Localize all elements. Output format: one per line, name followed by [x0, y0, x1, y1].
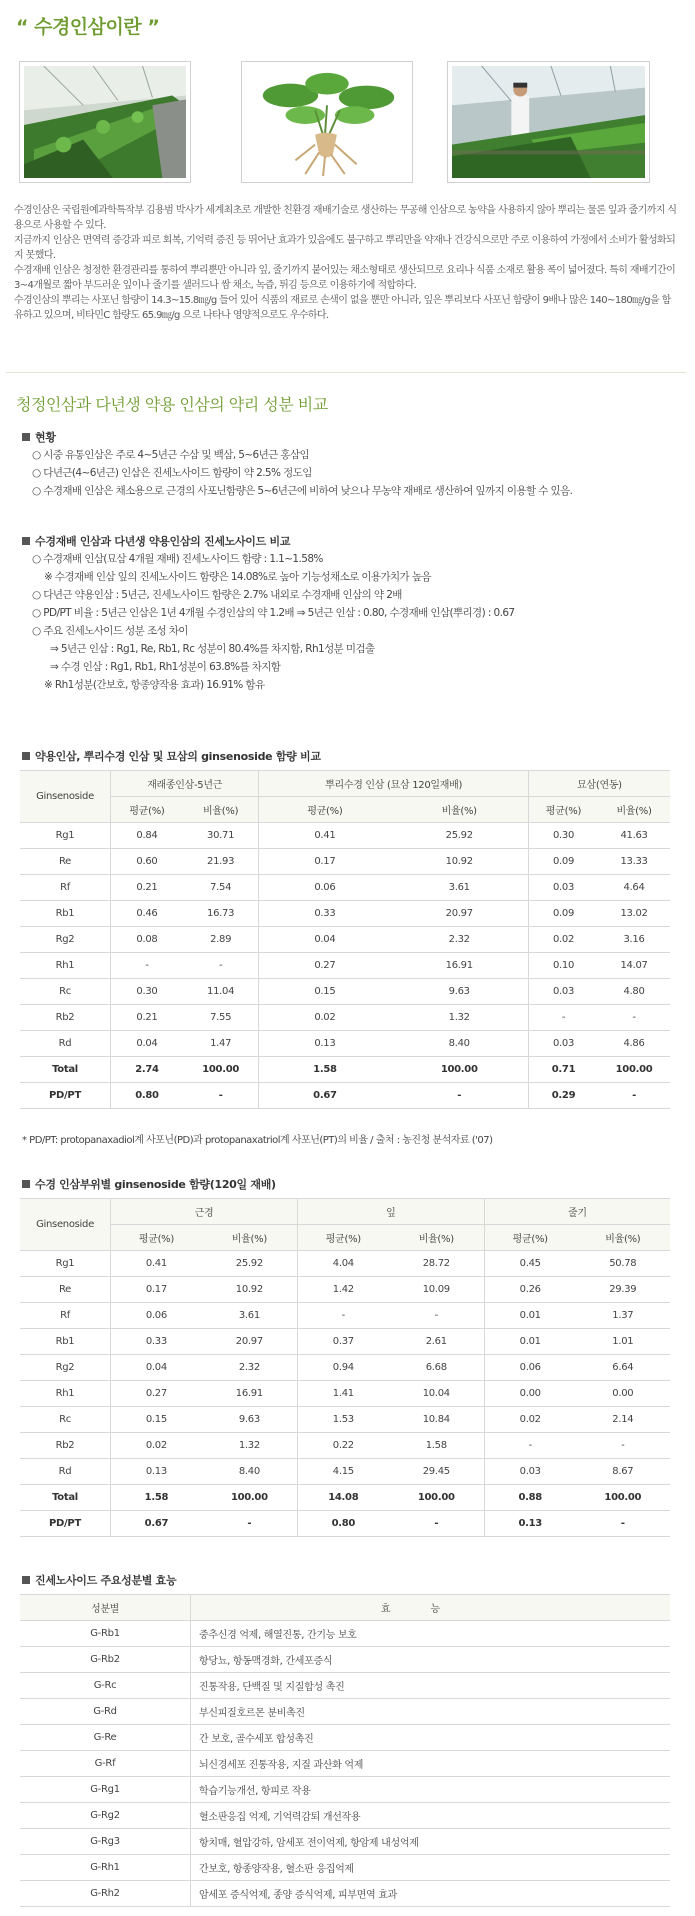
- table-cell: 13.02: [598, 901, 670, 927]
- row-label: Rb1: [20, 1329, 111, 1355]
- table-row: [20, 1621, 670, 1647]
- table-cell: 2.32: [391, 927, 529, 953]
- component-name: G-Rg2: [20, 1803, 191, 1829]
- row-label: PD/PT: [20, 1511, 111, 1537]
- table-cell: 0.67: [259, 1083, 391, 1109]
- table-row: [20, 1855, 670, 1881]
- table-cell: 0.00: [576, 1381, 670, 1407]
- row-label-header: Ginsenoside: [20, 771, 111, 823]
- table-row: [20, 1355, 670, 1381]
- table-cell: -: [183, 953, 259, 979]
- effect-text: 진통작용, 단백질 및 지질합성 촉진: [191, 1673, 671, 1699]
- group-header: 근경: [111, 1199, 298, 1225]
- effect-header: 효능: [191, 1595, 671, 1621]
- table-cell: 0.27: [111, 1381, 202, 1407]
- table-cell: 2.32: [202, 1355, 298, 1381]
- component-name: G-Rg1: [20, 1777, 191, 1803]
- group-header: 잎: [297, 1199, 484, 1225]
- table-cell: 1.58: [111, 1485, 202, 1511]
- table-cell: 50.78: [576, 1251, 670, 1277]
- table-cell: 11.04: [183, 979, 259, 1005]
- row-label: Rg2: [20, 1355, 111, 1381]
- list-item: ○ 수경재배 인삼은 채소용으로 근경의 사포닌함량은 5~6년근에 비하여 낮으나 무농약 재배로 생산하여 잎까지 이용할 수 있음.: [32, 485, 573, 497]
- list-item: ⇒ 5년근 인삼 : Rg1, Re, Rb1, Rc 성분이 80.4%를 차지함, Rh1성분 미검출: [50, 643, 375, 655]
- comparison-list: [32, 550, 515, 694]
- row-label: Rg1: [20, 823, 111, 849]
- table-cell: 0.15: [259, 979, 391, 1005]
- table-cell: 1.01: [576, 1329, 670, 1355]
- intro-paragraph: 수경재배 인삼은 청정한 환경관리를 통하여 뿌리뿐만 아니라 잎, 줄기까지 붙어있는 채소형태로 생산되므로 요리나 식품 소재로 활용 폭이 넓어졌다. 특히 재배기간이 3~4개월로 짧아 부드러운 잎이나 줄기를 샐러드나 쌈 채소, 녹즙, 튀김 등으로 이용하기에 적합하다.: [14, 265, 676, 291]
- list-item: ○ 수경재배 인삼(묘삼 4개월 재배) 진세노사이드 함량 : 1.1~1.58%: [32, 553, 323, 565]
- table-cell: 0.06: [484, 1355, 575, 1381]
- table-cell: 0.09: [528, 901, 598, 927]
- table-cell: 0.84: [111, 823, 183, 849]
- component-name: G-Rh2: [20, 1881, 191, 1907]
- table-cell: 0.21: [111, 1005, 183, 1031]
- table-cell: 0.30: [111, 979, 183, 1005]
- table-cell: 16.91: [202, 1381, 298, 1407]
- group-header: 재래종인삼-5년근: [111, 771, 259, 797]
- row-label: Re: [20, 849, 111, 875]
- component-name: G-Rc: [20, 1673, 191, 1699]
- table-row: [20, 1459, 670, 1485]
- ginsenoside-effects-table: [20, 1594, 670, 1907]
- table-cell: 2.14: [576, 1407, 670, 1433]
- list-item: ○ PD/PT 비율 : 5년근 인삼은 1년 4개월 수경인삼의 약 1.2배 ⇒ 5년근 인삼 : 0.80, 수경재배 인삼(뿌리경) : 0.67: [32, 607, 515, 619]
- table-cell: 0.09: [528, 849, 598, 875]
- table-row: [20, 1699, 670, 1725]
- table-cell: 0.13: [484, 1511, 575, 1537]
- table-cell: 0.03: [528, 875, 598, 901]
- section-divider: [6, 372, 686, 373]
- table-row: [20, 1251, 670, 1277]
- table-cell: 0.26: [484, 1277, 575, 1303]
- page-title: “ 수경인삼이란 ”: [16, 16, 160, 38]
- table-cell: 0.30: [528, 823, 598, 849]
- table-cell: 4.64: [598, 875, 670, 901]
- table-cell: -: [183, 1083, 259, 1109]
- table-cell: 10.04: [389, 1381, 485, 1407]
- status-list: [32, 446, 572, 500]
- table-row: [20, 875, 670, 901]
- row-label: PD/PT: [20, 1083, 111, 1109]
- table-row: [20, 1829, 670, 1855]
- table-cell: 9.63: [202, 1407, 298, 1433]
- list-item: ※ 수경재배 인삼 잎의 진세노사이드 함량은 14.08%로 높아 기능성채소로 이용가치가 높음: [44, 571, 431, 583]
- table-cell: 100.00: [202, 1485, 298, 1511]
- table-cell: 0.46: [111, 901, 183, 927]
- table-cell: 0.01: [484, 1303, 575, 1329]
- table-row: [20, 1005, 670, 1031]
- comparison-heading: [22, 533, 290, 549]
- list-item: ○ 다년근 약용인삼 : 5년근, 진세노사이드 함량은 2.7% 내외로 수경재배 인삼의 약 2배: [32, 589, 402, 601]
- subcol-header: 비율(%): [576, 1225, 670, 1251]
- table-row: [20, 1057, 670, 1083]
- ginsenoside-comparison-table: [20, 770, 670, 1109]
- table-cell: 0.88: [484, 1485, 575, 1511]
- table-cell: -: [389, 1303, 485, 1329]
- effect-text: 간 보호, 골수세포 합성촉진: [191, 1725, 671, 1751]
- subcol-header: 비율(%): [598, 797, 670, 823]
- table-cell: 0.45: [484, 1251, 575, 1277]
- table-cell: 7.55: [183, 1005, 259, 1031]
- table-cell: 0.02: [111, 1433, 202, 1459]
- table-cell: 0.04: [259, 927, 391, 953]
- table-cell: -: [202, 1511, 298, 1537]
- table-cell: 10.09: [389, 1277, 485, 1303]
- table-row: [20, 1803, 670, 1829]
- table-cell: 0.03: [528, 1031, 598, 1057]
- row-label: Total: [20, 1485, 111, 1511]
- square-bullet-icon: [22, 752, 30, 760]
- comparison-heading-label: 수경재배 인삼과 다년생 약용인삼의 진세노사이드 비교: [35, 535, 291, 548]
- table-cell: 3.61: [202, 1303, 298, 1329]
- table-cell: 0.13: [259, 1031, 391, 1057]
- table-row: [20, 1083, 670, 1109]
- row-label: Rd: [20, 1459, 111, 1485]
- table-cell: -: [111, 953, 183, 979]
- table-cell: 0.80: [297, 1511, 388, 1537]
- table-cell: -: [297, 1303, 388, 1329]
- subcol-header: 평균(%): [484, 1225, 575, 1251]
- table-cell: 0.04: [111, 1355, 202, 1381]
- effect-text: 부신피질호르몬 분비촉진: [191, 1699, 671, 1725]
- list-item: ○ 주요 진세노사이드 성분 조성 차이: [32, 625, 188, 637]
- square-bullet-icon: [22, 433, 30, 441]
- table-cell: 0.00: [484, 1381, 575, 1407]
- table-cell: 0.06: [259, 875, 391, 901]
- table-cell: 0.04: [111, 1031, 183, 1057]
- table-cell: 10.92: [202, 1277, 298, 1303]
- table-cell: -: [389, 1511, 485, 1537]
- table-cell: 29.39: [576, 1277, 670, 1303]
- table-row: [20, 1031, 670, 1057]
- table-cell: 100.00: [391, 1057, 529, 1083]
- table-cell: 3.16: [598, 927, 670, 953]
- group-header: 줄기: [484, 1199, 670, 1225]
- table-cell: 13.33: [598, 849, 670, 875]
- row-label-header: Ginsenoside: [20, 1199, 111, 1251]
- table-cell: 3.61: [391, 875, 529, 901]
- table-cell: -: [598, 1083, 670, 1109]
- row-label: Rg2: [20, 927, 111, 953]
- table-row: [20, 1881, 670, 1907]
- effect-text: 항치매, 혈압강하, 암세포 전이억제, 항암제 내성억제: [191, 1829, 671, 1855]
- table-cell: 0.94: [297, 1355, 388, 1381]
- row-label: Rg1: [20, 1251, 111, 1277]
- table-row: [20, 901, 670, 927]
- intro-paragraph: 지금까지 인삼은 면역력 증강과 피로 회복, 기억력 증진 등 뛰어난 효과가 있음에도 불구하고 뿌리만을 약재나 건강식으로만 주로 이용하여 가정에서 소비가 활성화되지 못했다.: [14, 235, 676, 261]
- table-cell: -: [484, 1433, 575, 1459]
- component-name: G-Rd: [20, 1699, 191, 1725]
- table-cell: 0.71: [528, 1057, 598, 1083]
- section-title: 청정인삼과 다년생 약용 인삼의 약리 성분 비교: [16, 395, 328, 414]
- table-cell: 0.33: [111, 1329, 202, 1355]
- table-cell: 14.08: [297, 1485, 388, 1511]
- table-row: [20, 1329, 670, 1355]
- table-row: [20, 1381, 670, 1407]
- subcol-header: 평균(%): [528, 797, 598, 823]
- table-cell: 0.80: [111, 1083, 183, 1109]
- table-row: [20, 1511, 670, 1537]
- photo-strip: [19, 61, 639, 185]
- table-cell: 0.03: [528, 979, 598, 1005]
- table-cell: 9.63: [391, 979, 529, 1005]
- subcol-header: 비율(%): [391, 797, 529, 823]
- table-row: [20, 979, 670, 1005]
- subcol-header: 비율(%): [389, 1225, 485, 1251]
- list-item: ※ Rh1성분(간보호, 항종양작용 효과) 16.91% 함유: [44, 679, 265, 691]
- table-cell: 29.45: [389, 1459, 485, 1485]
- table-cell: 14.07: [598, 953, 670, 979]
- table-cell: 1.37: [576, 1303, 670, 1329]
- row-label: Rd: [20, 1031, 111, 1057]
- table-cell: 1.58: [389, 1433, 485, 1459]
- table-row: [20, 849, 670, 875]
- square-bullet-icon: [22, 1576, 30, 1584]
- table-cell: 4.04: [297, 1251, 388, 1277]
- table-cell: 100.00: [598, 1057, 670, 1083]
- group-header: 뿌리수경 인삼 (묘삼 120일재배): [259, 771, 529, 797]
- table-row: [20, 1647, 670, 1673]
- table-cell: 1.42: [297, 1277, 388, 1303]
- table-cell: -: [391, 1083, 529, 1109]
- table-cell: 0.01: [484, 1329, 575, 1355]
- researcher-greenhouse-photo: [447, 61, 650, 183]
- table-cell: 0.13: [111, 1459, 202, 1485]
- effect-text: 학습기능개선, 항피로 작용: [191, 1777, 671, 1803]
- subcol-header: 비율(%): [183, 797, 259, 823]
- table-cell: 0.03: [484, 1459, 575, 1485]
- table1-heading-label: 약용인삼, 뿌리수경 인삼 및 묘삼의 ginsenoside 함량 비교: [35, 750, 321, 763]
- row-label: Rh1: [20, 953, 111, 979]
- table-cell: 0.22: [297, 1433, 388, 1459]
- component-name: G-Rb1: [20, 1621, 191, 1647]
- table-cell: 0.06: [111, 1303, 202, 1329]
- intro-paragraph: 수경인삼의 뿌리는 사포닌 함량이 14.3~15.8㎎/g 들어 있어 식품의 재료로 손색이 없을 뿐만 아니라, 잎은 뿌리보다 사포닌 함량이 9배나 많은 140~180㎎/g을 함유하고 있으며, 비타민C 함량도 65.9㎎/g 으로 나타나 영양적으로도 우수하다.: [14, 295, 671, 321]
- table2-heading: [22, 1176, 276, 1192]
- table-cell: 8.40: [391, 1031, 529, 1057]
- table-row: [20, 823, 670, 849]
- square-bullet-icon: [22, 537, 30, 545]
- table3-heading: [22, 1572, 176, 1588]
- table-cell: 0.37: [297, 1329, 388, 1355]
- subcol-header: 비율(%): [202, 1225, 298, 1251]
- table-cell: 10.84: [389, 1407, 485, 1433]
- table-cell: 10.92: [391, 849, 529, 875]
- component-name: G-Rg3: [20, 1829, 191, 1855]
- table-cell: 6.68: [389, 1355, 485, 1381]
- table-cell: 0.02: [528, 927, 598, 953]
- table-cell: 4.86: [598, 1031, 670, 1057]
- table-cell: 8.40: [202, 1459, 298, 1485]
- table-cell: 100.00: [576, 1485, 670, 1511]
- intro-paragraph: 수경인삼은 국립원예과학특작부 김용범 박사가 세계최초로 개발한 친환경 재배기술로 생산하는 무공해 인삼으로 농약을 사용하지 않아 뿌리는 물론 잎과 줄기까지 식용으로 사용할 수 있다.: [14, 205, 677, 231]
- table-cell: 0.41: [259, 823, 391, 849]
- table-cell: 2.61: [389, 1329, 485, 1355]
- table-cell: 8.67: [576, 1459, 670, 1485]
- table-cell: 0.27: [259, 953, 391, 979]
- table-cell: 21.93: [183, 849, 259, 875]
- row-label: Rc: [20, 1407, 111, 1433]
- row-label: Total: [20, 1057, 111, 1083]
- list-item: ○ 시중 유통인삼은 주로 4~5년근 수삼 및 백삼, 5~6년근 홍삼임: [32, 449, 310, 461]
- table-cell: 0.17: [259, 849, 391, 875]
- table3-heading-label: 진세노사이드 주요성분별 효능: [35, 1574, 177, 1587]
- table-cell: 100.00: [183, 1057, 259, 1083]
- table-cell: 2.74: [111, 1057, 183, 1083]
- group-header: 묘삼(연동): [528, 771, 670, 797]
- table-cell: 0.02: [484, 1407, 575, 1433]
- table-cell: -: [598, 1005, 670, 1031]
- effect-text: 뇌신경세포 진통작용, 지질 과산화 억제: [191, 1751, 671, 1777]
- row-label: Re: [20, 1277, 111, 1303]
- component-name: G-Rb2: [20, 1647, 191, 1673]
- table-cell: 16.91: [391, 953, 529, 979]
- table-cell: 25.92: [202, 1251, 298, 1277]
- table-cell: 1.53: [297, 1407, 388, 1433]
- table-cell: 1.41: [297, 1381, 388, 1407]
- table-row: [20, 1751, 670, 1777]
- table1-heading: [22, 748, 321, 764]
- row-label: Rb1: [20, 901, 111, 927]
- table-row: [20, 927, 670, 953]
- row-label: Rh1: [20, 1381, 111, 1407]
- table-cell: 0.41: [111, 1251, 202, 1277]
- table-cell: 0.17: [111, 1277, 202, 1303]
- table-cell: 0.02: [259, 1005, 391, 1031]
- table-cell: 100.00: [389, 1485, 485, 1511]
- table1-footnote: * PD/PT: protopanaxadiol계 사포닌(PD)과 protopanaxatriol계 사포닌(PT)의 비율 / 출처 : 농진청 분석자료 ('07): [22, 1135, 493, 1146]
- table-cell: 16.73: [183, 901, 259, 927]
- table-row: [20, 953, 670, 979]
- table-row: [20, 1485, 670, 1511]
- subcol-header: 평균(%): [111, 1225, 202, 1251]
- intro-text: [14, 203, 679, 323]
- effect-text: 혈소판응집 억제, 기억력감퇴 개선작용: [191, 1803, 671, 1829]
- component-name: G-Re: [20, 1725, 191, 1751]
- component-name: G-Rf: [20, 1751, 191, 1777]
- table-row: [20, 1777, 670, 1803]
- table-cell: 25.92: [391, 823, 529, 849]
- table-cell: -: [528, 1005, 598, 1031]
- status-heading: [22, 429, 56, 445]
- table-cell: 20.97: [202, 1329, 298, 1355]
- row-label: Rc: [20, 979, 111, 1005]
- component-name: G-Rh1: [20, 1855, 191, 1881]
- row-label: Rf: [20, 1303, 111, 1329]
- table-cell: 0.15: [111, 1407, 202, 1433]
- ginsenoside-by-part-table: [20, 1198, 670, 1537]
- table-cell: 30.71: [183, 823, 259, 849]
- table-cell: 1.32: [391, 1005, 529, 1031]
- table-cell: 0.08: [111, 927, 183, 953]
- list-item: ○ 다년근(4~6년근) 인삼은 진세노사이드 함량이 약 2.5% 정도임: [32, 467, 312, 479]
- effect-text: 간보호, 항종양작용, 혈소판 응집억제: [191, 1855, 671, 1881]
- status-heading-label: 현황: [35, 431, 56, 444]
- table-row: [20, 1303, 670, 1329]
- table-cell: -: [576, 1433, 670, 1459]
- effect-text: 중추신경 억제, 해열진통, 간기능 보호: [191, 1621, 671, 1647]
- table-cell: 2.89: [183, 927, 259, 953]
- subcol-header: 평균(%): [297, 1225, 388, 1251]
- table-cell: 4.80: [598, 979, 670, 1005]
- subcol-header: 평균(%): [259, 797, 391, 823]
- table-cell: 0.10: [528, 953, 598, 979]
- table-cell: 20.97: [391, 901, 529, 927]
- table-cell: 0.67: [111, 1511, 202, 1537]
- effect-text: 암세포 증식억제, 종양 증식억제, 피부면역 효과: [191, 1881, 671, 1907]
- list-item: ⇒ 수경 인삼 : Rg1, Rb1, Rh1성분이 63.8%를 차지함: [50, 661, 281, 673]
- table-cell: 0.29: [528, 1083, 598, 1109]
- row-label: Rf: [20, 875, 111, 901]
- table-cell: 6.64: [576, 1355, 670, 1381]
- component-header: 성분별: [20, 1595, 191, 1621]
- greenhouse-ginseng-photo: [19, 61, 191, 183]
- table-row: [20, 1407, 670, 1433]
- table-cell: -: [576, 1511, 670, 1537]
- table-cell: 0.33: [259, 901, 391, 927]
- table-cell: 1.47: [183, 1031, 259, 1057]
- table-cell: 0.60: [111, 849, 183, 875]
- table-row: [20, 1277, 670, 1303]
- table2-heading-label: 수경 인삼부위별 ginsenoside 함량(120일 재배): [35, 1178, 276, 1191]
- table-cell: 7.54: [183, 875, 259, 901]
- row-label: Rb2: [20, 1433, 111, 1459]
- table-cell: 41.63: [598, 823, 670, 849]
- table-cell: 28.72: [389, 1251, 485, 1277]
- ginseng-root-photo: [241, 61, 413, 183]
- table-cell: 1.32: [202, 1433, 298, 1459]
- table-cell: 1.58: [259, 1057, 391, 1083]
- table-cell: 4.15: [297, 1459, 388, 1485]
- table-cell: 0.21: [111, 875, 183, 901]
- table-row: [20, 1673, 670, 1699]
- row-label: Rb2: [20, 1005, 111, 1031]
- table-row: [20, 1433, 670, 1459]
- subcol-header: 평균(%): [111, 797, 183, 823]
- table-row: [20, 1725, 670, 1751]
- square-bullet-icon: [22, 1180, 30, 1188]
- effect-text: 항당뇨, 항동맥경화, 간세포증식: [191, 1647, 671, 1673]
